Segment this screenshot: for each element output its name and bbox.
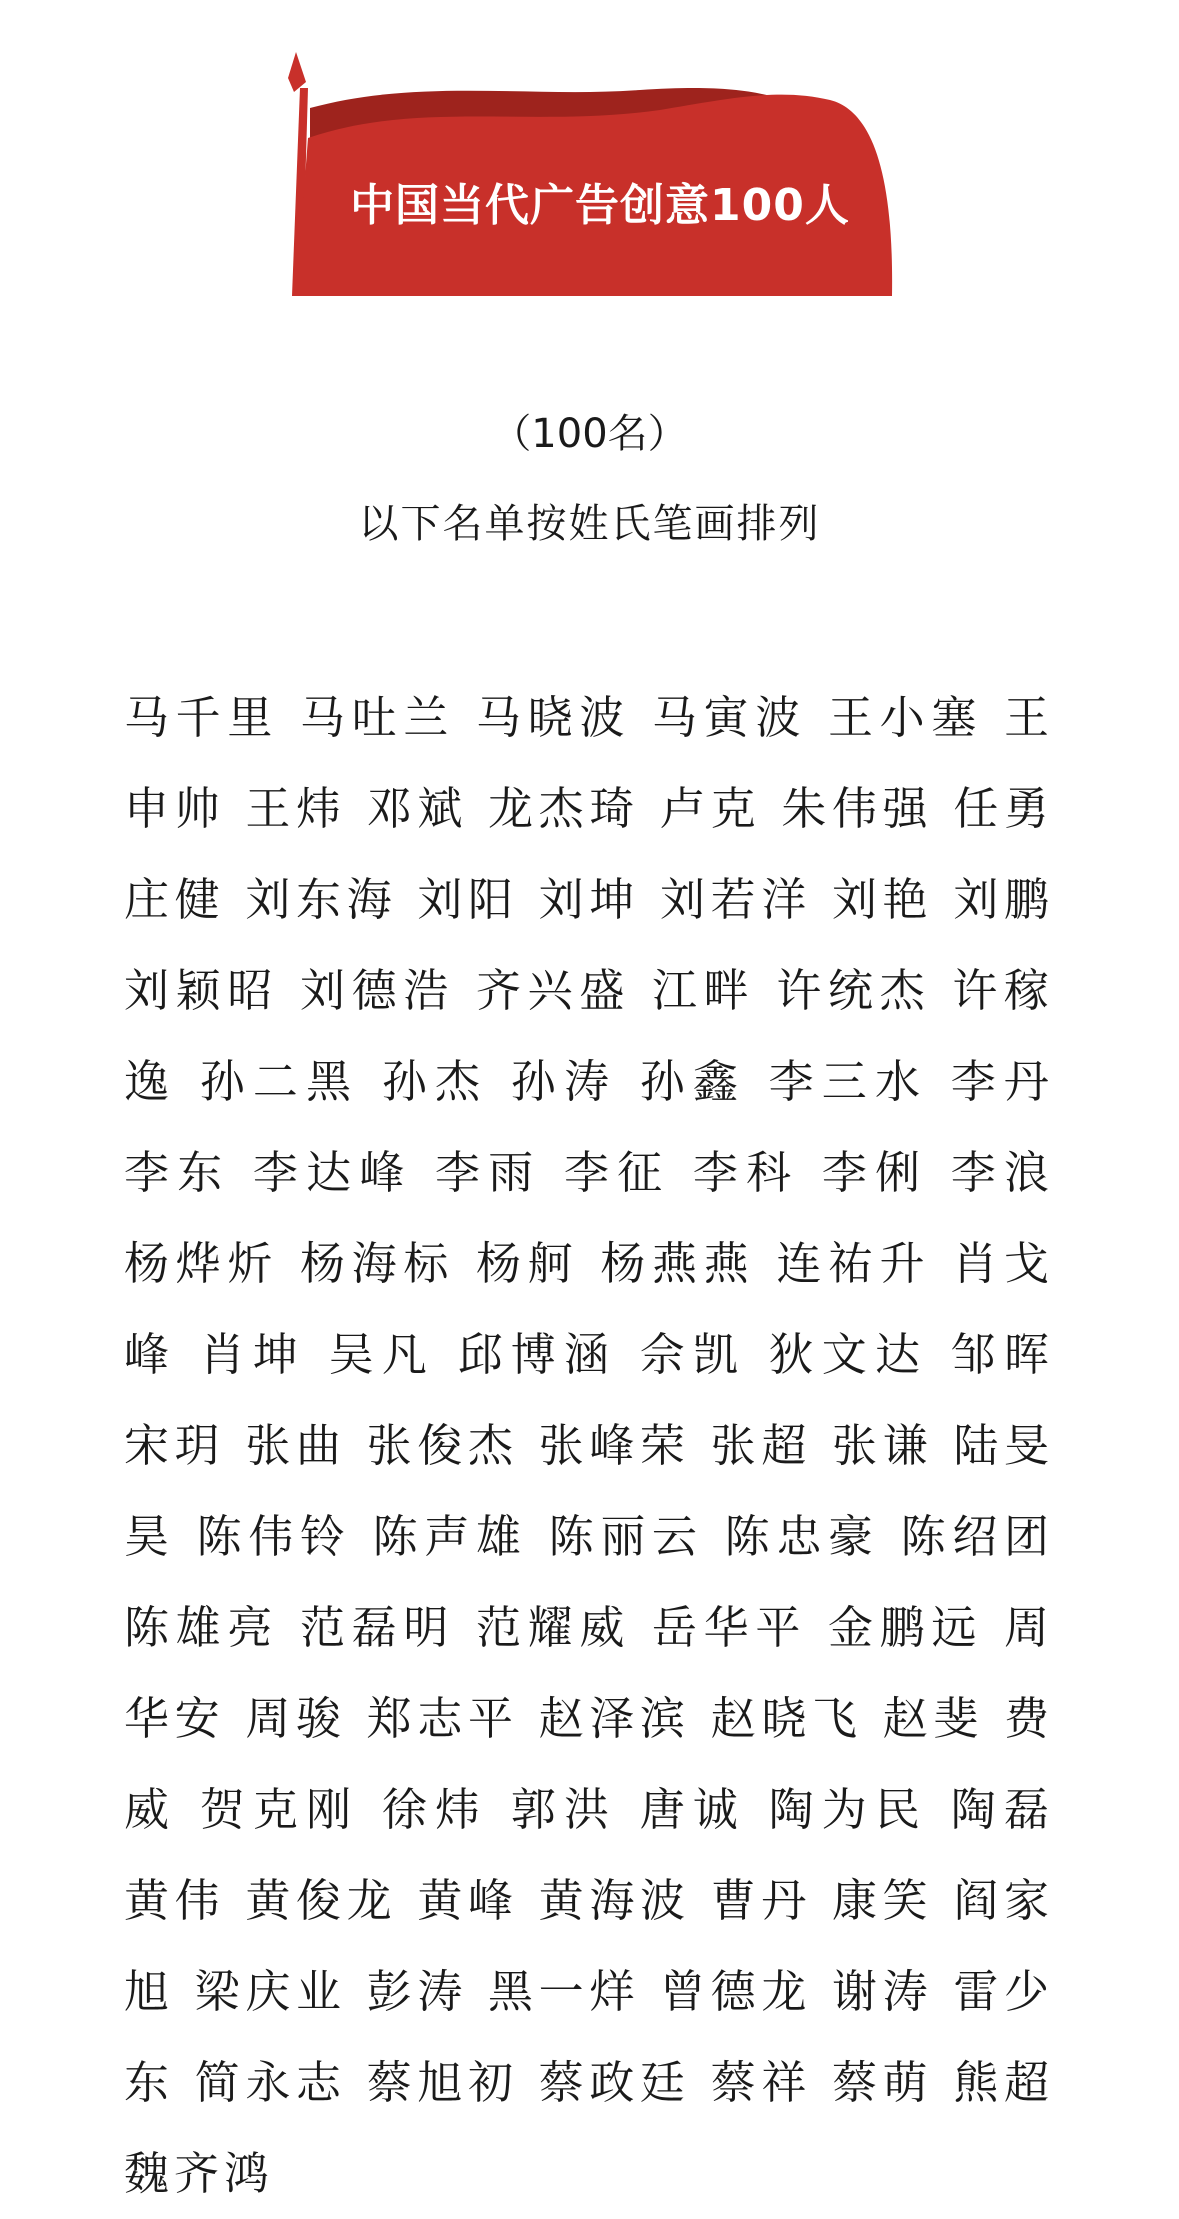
list-item: 佘凯: [639, 1328, 747, 1381]
list-item: 张谦: [831, 1419, 934, 1472]
list-item: 彭涛: [366, 1965, 468, 2018]
list-item: 陶为民: [768, 1783, 929, 1836]
list-item: 金鹏远: [828, 1601, 984, 1654]
list-item: 肖戈峰: [124, 1237, 1054, 1381]
list-item: 康笑: [831, 1874, 934, 1927]
list-item: 刘东海: [245, 873, 398, 926]
list-item: 连祐升: [776, 1237, 932, 1290]
list-item: 曾德龙: [659, 1965, 812, 2018]
list-item: 岳华平: [652, 1601, 808, 1654]
list-item: 刘艳: [831, 873, 934, 926]
list-item: 黑一烊: [487, 1965, 640, 2018]
list-item: 范耀威: [476, 1601, 632, 1654]
list-item: 黄俊龙: [245, 1874, 398, 1927]
list-item: 简永志: [194, 2056, 347, 2109]
list-item: 李雨: [435, 1146, 542, 1199]
list-item: 刘阳: [417, 873, 519, 926]
list-item: 李浪: [950, 1146, 1054, 1199]
list-item: 黄伟: [124, 1874, 226, 1927]
list-item: 张曲: [245, 1419, 347, 1472]
list-item: 孙鑫: [639, 1055, 747, 1108]
list-item: 雷少东: [124, 1965, 1054, 2109]
list-item: 肖坤: [199, 1328, 307, 1381]
list-item: 卢克: [659, 782, 762, 835]
list-item: 宋玥: [124, 1419, 226, 1472]
list-item: 费威: [124, 1692, 1054, 1836]
list-item: 蔡祥: [710, 2056, 812, 2109]
list-item: 陶磊: [950, 1783, 1054, 1836]
list-item: 孙杰: [381, 1055, 489, 1108]
list-item: 蔡旭初: [366, 2056, 519, 2109]
list-item: 庄健: [124, 873, 226, 926]
list-item: 谢涛: [831, 1965, 934, 2018]
list-item: 马吐兰: [300, 691, 456, 744]
list-item: 孙涛: [510, 1055, 618, 1108]
list-item: 许统杰: [776, 964, 932, 1017]
list-item: 龙杰琦: [487, 782, 640, 835]
list-item: 赵斐: [882, 1692, 984, 1745]
list-item: 朱伟强: [781, 782, 934, 835]
list-item: 周骏: [245, 1692, 347, 1745]
list-item: 陈绍团: [900, 1510, 1054, 1563]
list-item: 赵泽滨: [538, 1692, 691, 1745]
list-item: 王小塞: [828, 691, 984, 744]
list-item: 任勇: [953, 782, 1054, 835]
list-item: 杨舸: [476, 1237, 580, 1290]
title-banner: [270, 48, 910, 300]
list-item: 许稼逸: [124, 964, 1054, 1108]
list-item: 狄文达: [768, 1328, 929, 1381]
list-item: 陈忠豪: [724, 1510, 880, 1563]
list-item: 马寅波: [652, 691, 808, 744]
list-item: 蔡萌: [831, 2056, 934, 2109]
list-item: 王炜: [245, 782, 347, 835]
list-item: 杨燕燕: [600, 1237, 756, 1290]
list-item: 马晓波: [476, 691, 632, 744]
list-item: 王申帅: [124, 691, 1055, 835]
list-item: 魏齐鸿: [124, 2147, 275, 2200]
list-item: 李科: [692, 1146, 800, 1199]
list-item: 张峰荣: [538, 1419, 691, 1472]
list-item: 邹晖: [950, 1328, 1054, 1381]
list-item: 熊超: [953, 2056, 1054, 2109]
list-item: 曹丹: [710, 1874, 812, 1927]
list-item: 孙二黑: [199, 1055, 360, 1108]
list-item: 刘德浩: [300, 964, 456, 1017]
list-item: 李三水: [768, 1055, 929, 1108]
list-item: 张超: [710, 1419, 812, 1472]
list-item: 张俊杰: [366, 1419, 519, 1472]
list-item: 邓斌: [366, 782, 468, 835]
list-item: 陈声雄: [372, 1510, 528, 1563]
list-item: 刘坤: [538, 873, 640, 926]
list-item: 李达峰: [252, 1146, 413, 1199]
list-item: 李征: [563, 1146, 671, 1199]
banner-title: 中国当代广告创意100人: [350, 180, 850, 231]
list-item: 贺克刚: [199, 1783, 360, 1836]
list-item: 阎家旭: [124, 1874, 1054, 2018]
list-item: 李东: [124, 1146, 231, 1199]
list-item: 江畔: [652, 964, 756, 1017]
list-item: 赵晓飞: [710, 1692, 863, 1745]
list-item: 蔡政廷: [538, 2056, 691, 2109]
list-item: 齐兴盛: [476, 964, 632, 1017]
name-list: [124, 672, 1054, 2219]
list-item: 陆旻昊: [124, 1419, 1054, 1563]
list-item: 邱博涵: [457, 1328, 618, 1381]
list-item: 刘颖昭: [124, 964, 280, 1017]
list-item: 陈雄亮: [124, 1601, 280, 1654]
list-item: 杨海标: [300, 1237, 456, 1290]
count-label: （100名）: [491, 411, 688, 457]
red-flag-icon: [270, 48, 910, 300]
list-item: 李俐: [821, 1146, 929, 1199]
list-item: 梁庆业: [194, 1965, 347, 2018]
list-item: 刘若洋: [659, 873, 812, 926]
order-note: 以下名单按姓氏笔画排列: [358, 501, 821, 547]
list-item: 吴凡: [328, 1328, 436, 1381]
list-item: 唐诚: [639, 1783, 747, 1836]
list-item: 杨烨炘: [124, 1237, 280, 1290]
list-item: 范磊明: [300, 1601, 456, 1654]
list-item: 郑志平: [366, 1692, 519, 1745]
list-item: 刘鹏: [953, 873, 1054, 926]
list-item: 郭洪: [510, 1783, 618, 1836]
list-item: 周华安: [124, 1601, 1055, 1745]
list-item: 黄峰: [417, 1874, 519, 1927]
list-item: 陈伟铃: [196, 1510, 352, 1563]
list-item: 李丹: [950, 1055, 1054, 1108]
list-item: 马千里: [124, 691, 280, 744]
list-item: 徐炜: [381, 1783, 489, 1836]
list-item: 黄海波: [538, 1874, 691, 1927]
list-item: 陈丽云: [548, 1510, 704, 1563]
